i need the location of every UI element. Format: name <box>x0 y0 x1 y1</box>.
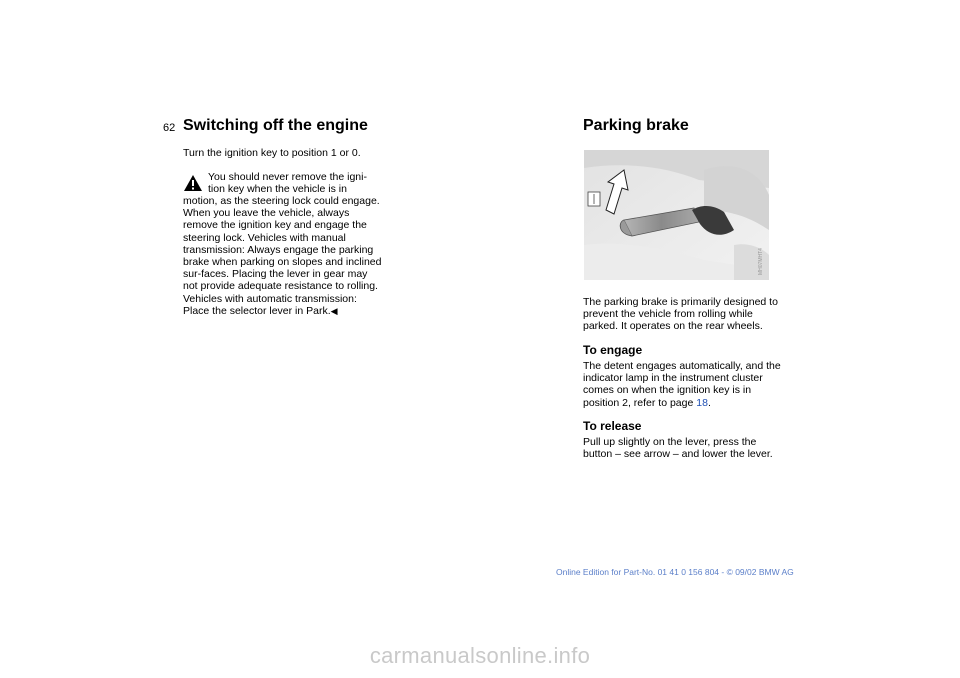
watermark-text: carmanualsonline.info <box>369 643 591 668</box>
intro-text: Turn the ignition key to position 1 or 0. <box>183 147 361 159</box>
page-18-link[interactable]: 18 <box>696 396 708 409</box>
section-title-parking-brake: Parking brake <box>583 117 689 134</box>
figure-code: MH07MHT4 <box>758 248 764 275</box>
engage-period: . <box>707 396 711 409</box>
release-text: Pull up slightly on the lever, press the button – see arrow – and lower the lever. <box>583 436 773 461</box>
release-heading: To release <box>583 419 642 433</box>
engage-body: The detent engages automatically, and the indicator lamp in the instrument cluster comes on when the ignition key is in position 2, refer to page <box>583 360 781 409</box>
engage-text <box>583 360 783 409</box>
page-number: 62 <box>163 122 176 134</box>
warning-text-first: You should never remove the igni-tion key when the vehicle is in <box>208 171 367 196</box>
warning-text-body <box>183 195 383 317</box>
warning-body-text: motion, as the steering lock could engage. When you leave the vehicle, always remove the ignition key and engage the steering lock. Vehicles with manual transmission: Always engage the parking brake when parking on slopes and inclined sur-faces. Placing the lever in gear may not provide adequate resistance to rolling. Vehicles with automatic transmission: Place the selector lever in Park. <box>183 195 382 317</box>
engage-heading: To engage <box>583 343 643 357</box>
footer-edition-text: Online Edition for Part-No. 01 41 0 156 804 - © 09/02 BMW AG <box>556 567 794 577</box>
end-mark-icon: ◀ <box>330 305 338 316</box>
warning-triangle-icon <box>183 174 203 192</box>
parking-brake-figure <box>584 150 769 280</box>
parking-brake-description: The parking brake is primarily designed to prevent the vehicle from rolling while parked. It operates on the rear wheels. <box>583 296 778 333</box>
section-title-switching-off: Switching off the engine <box>183 117 368 134</box>
